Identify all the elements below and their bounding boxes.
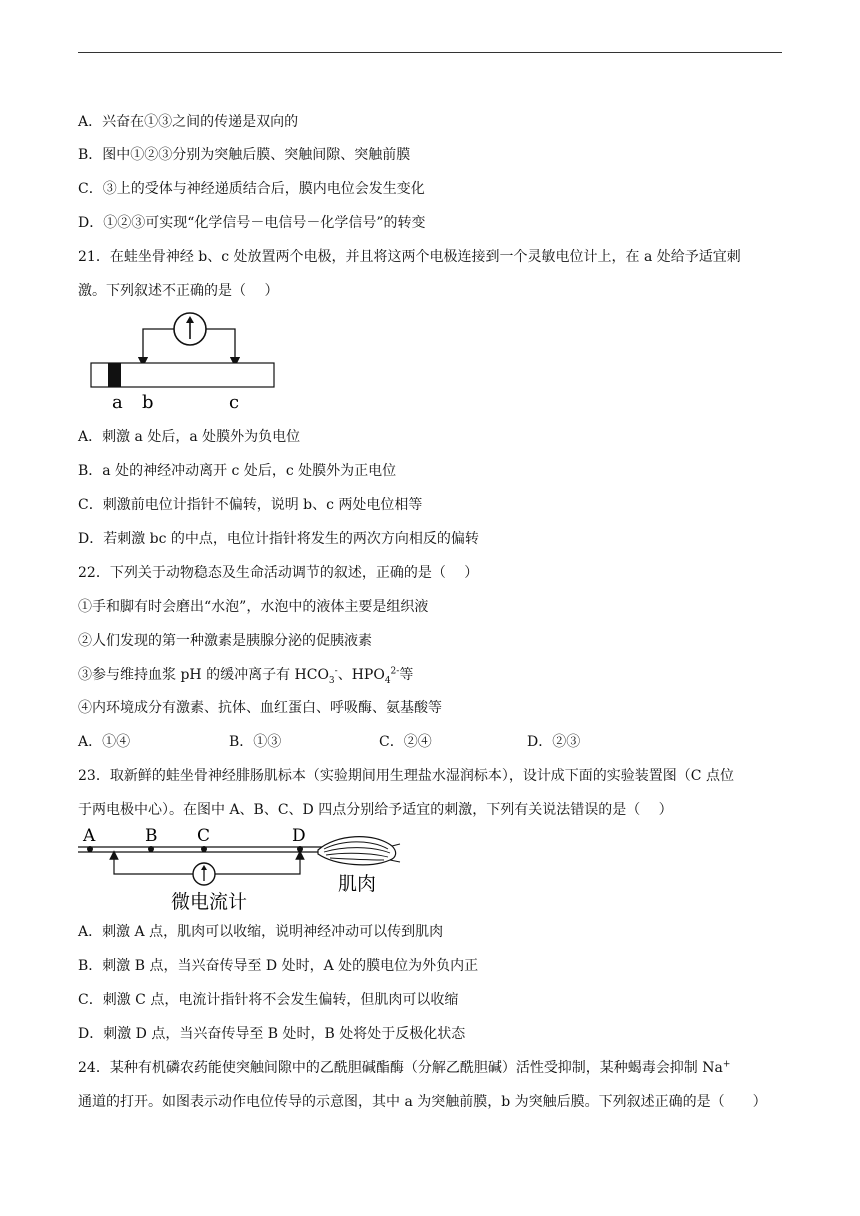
label-point-c: C bbox=[197, 826, 211, 846]
q23-option-a: A．刺激 A 点，肌肉可以收缩，说明神经冲动可以传到肌肉 bbox=[78, 924, 444, 940]
label-point-b: B bbox=[145, 826, 158, 846]
point-d-dot bbox=[297, 846, 303, 852]
q21-stem-line1: 21．在蛙坐骨神经 b、c 处放置两个电极，并且将这两个电极连接到一个灵敏电位计上，在 a 处给予适宜刺 bbox=[78, 249, 741, 265]
q23-option-d: D．刺激 D 点，当兴奋传导至 B 处时，B 处将处于反极化状态 bbox=[78, 1026, 466, 1042]
header-rule bbox=[78, 52, 782, 53]
label-point-a: A bbox=[83, 826, 96, 846]
q22-stem: 22．下列关于动物稳态及生命活动调节的叙述，正确的是（ ） bbox=[78, 565, 479, 581]
q21-option-c: C．刺激前电位计指针不偏转，说明 b、c 两处电位相等 bbox=[78, 497, 423, 513]
q22-item-2: ②人们发现的第一种激素是胰腺分泌的促胰液素 bbox=[78, 633, 372, 649]
q21-option-d: D．若刺激 bc 的中点，电位计指针将发生的两次方向相反的偏转 bbox=[78, 531, 479, 547]
q22-option-b: B．①③ bbox=[229, 734, 282, 750]
q23-stem-line1: 23．取新鲜的蛙坐骨神经腓肠肌标本（实验期间用生理盐水湿润标本），设计成下面的实验装置图（C 点位 bbox=[78, 768, 734, 784]
q24-stem-line1: 24．某种有机磷农药能使突触间隙中的乙酰胆碱酯酶（分解乙酰胆碱）活性受抑制，某种蝎毒会抑制 Na+ bbox=[78, 1059, 731, 1076]
q22-option-a: A．①④ bbox=[78, 734, 131, 750]
q22-option-d: D．②③ bbox=[527, 734, 581, 750]
label-point-d: D bbox=[292, 826, 306, 846]
q20-option-b: B．图中①②③分别为突触后膜、突触间隙、突触前膜 bbox=[78, 147, 411, 163]
q24-stem-line2: 通道的打开。如图表示动作电位传导的示意图，其中 a 为突触前膜，b 为突触后膜。下列叙述正确的是（ ） bbox=[78, 1094, 767, 1110]
label-micro-galvanometer: 微电流计 bbox=[171, 891, 248, 913]
point-a-dot bbox=[87, 846, 93, 852]
q20-option-c: C．③上的受体与神经递质结合后，膜内电位会发生变化 bbox=[78, 181, 425, 197]
q22-option-c: C．②④ bbox=[379, 734, 432, 750]
point-c-dot bbox=[201, 846, 207, 852]
q22-item-3: ③参与维持血浆 pH 的缓冲离子有 $HCO_3^-$、$HPO_4^{2-}$等 bbox=[78, 666, 414, 686]
q23-apparatus-figure bbox=[74, 822, 404, 914]
label-c: c bbox=[229, 392, 240, 413]
stimulus-point-a-block bbox=[108, 363, 121, 387]
q23-option-c: C．刺激 C 点，电流计指针将不会发生偏转，但肌肉可以收缩 bbox=[78, 992, 459, 1008]
q20-option-d: D．①②③可实现“化学信号－电信号－化学信号”的转变 bbox=[78, 215, 426, 231]
q21-stem-line2: 激。下列叙述不正确的是（ ） bbox=[78, 283, 279, 299]
q21-nerve-figure bbox=[86, 304, 286, 414]
point-b-dot bbox=[148, 846, 154, 852]
q20-option-a: A．兴奋在①③之间的传递是双向的 bbox=[78, 114, 299, 130]
muscle-icon bbox=[318, 837, 400, 865]
label-b: b bbox=[142, 392, 154, 413]
q22-item-1: ①手和脚有时会磨出“水泡”，水泡中的液体主要是组织液 bbox=[78, 599, 429, 615]
q21-option-a: A．刺激 a 处后，a 处膜外为负电位 bbox=[78, 429, 301, 445]
label-a: a bbox=[112, 392, 123, 413]
q23-stem-line2: 于两电极中心）。在图中 A、B、C、D 四点分别给予适宜的刺激，下列有关说法错误的是（ ） bbox=[78, 802, 673, 818]
q21-option-b: B．a 处的神经冲动离开 c 处后，c 处膜外为正电位 bbox=[78, 463, 397, 479]
q23-option-b: B．刺激 B 点，当兴奋传导至 D 处时，A 处的膜电位为外负内正 bbox=[78, 958, 479, 974]
label-muscle: 肌肉 bbox=[338, 873, 377, 895]
q22-item-4: ④内环境成分有激素、抗体、血红蛋白、呼吸酶、氨基酸等 bbox=[78, 700, 442, 716]
